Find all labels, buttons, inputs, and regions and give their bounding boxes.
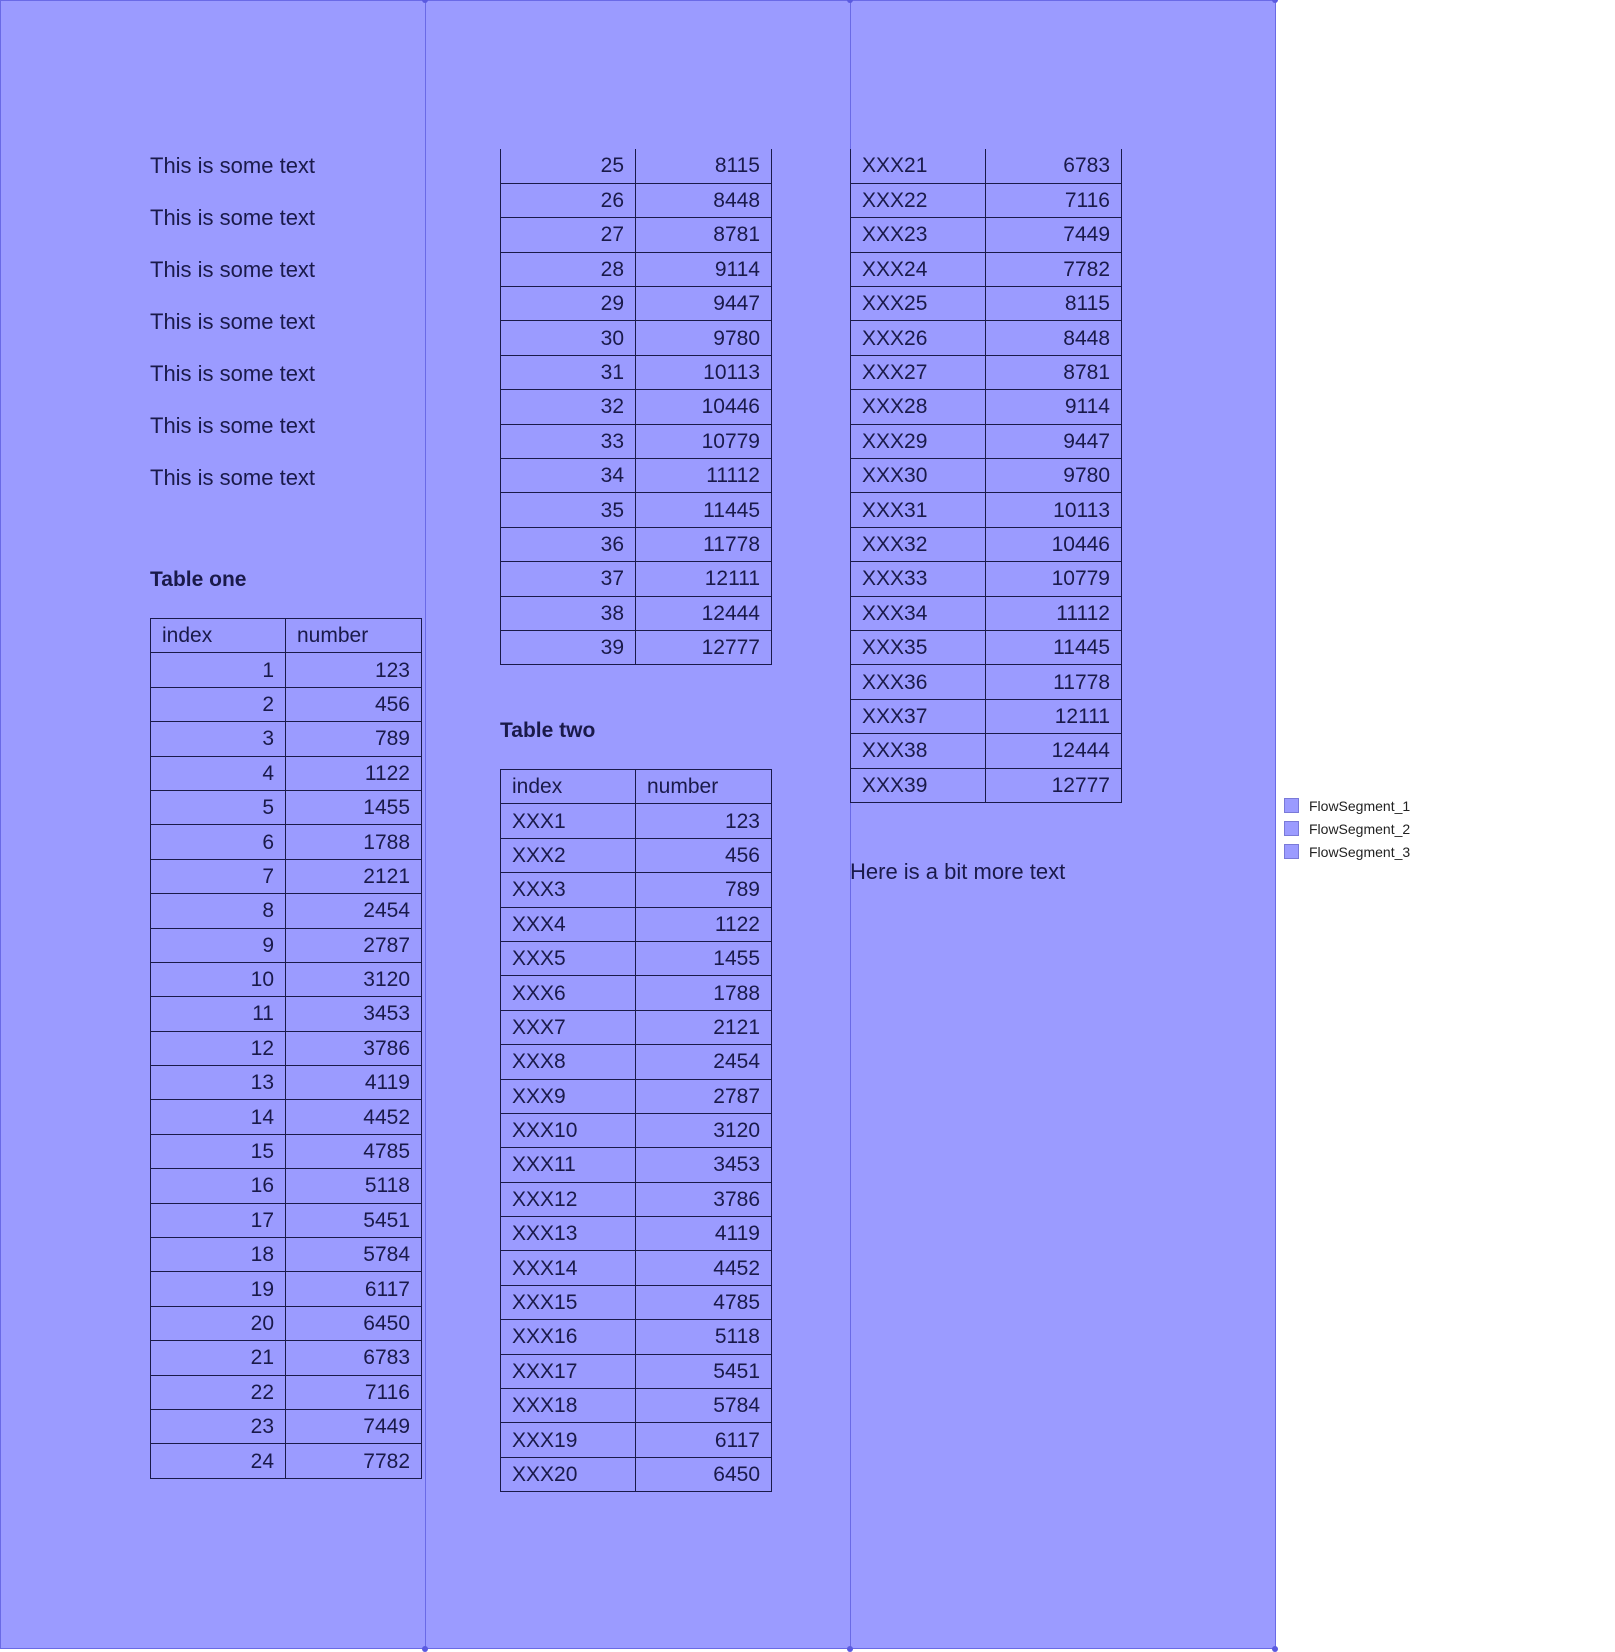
cell-index: XXX36 [851, 665, 986, 699]
cell-index: XXX6 [501, 976, 636, 1010]
cell-index: XXX37 [851, 699, 986, 733]
table-row [151, 1238, 422, 1272]
table-row [151, 825, 422, 859]
column-header-index: index [151, 619, 286, 653]
cell-number: 9780 [986, 459, 1122, 493]
table-row [851, 493, 1122, 527]
cell-index: 13 [151, 1066, 286, 1100]
cell-index: XXX27 [851, 355, 986, 389]
cell-index: 4 [151, 756, 286, 790]
cell-number: 2454 [636, 1045, 772, 1079]
table-row [501, 907, 772, 941]
cell-index: XXX20 [501, 1457, 636, 1491]
cell-index: XXX5 [501, 941, 636, 975]
cell-index: 9 [151, 928, 286, 962]
table-row [501, 493, 772, 527]
table-row [151, 1444, 422, 1478]
legend-item [1284, 817, 1410, 840]
cell-index: 6 [151, 825, 286, 859]
segment-corner-handle [1272, 0, 1278, 3]
table-row [501, 1251, 772, 1285]
cell-number: 9447 [986, 424, 1122, 458]
table-row [501, 183, 772, 217]
cell-index: XXX3 [501, 873, 636, 907]
legend-label: FlowSegment_3 [1309, 843, 1411, 860]
cell-index: 7 [151, 859, 286, 893]
cell-index: 10 [151, 962, 286, 996]
table-one-continued [500, 149, 772, 665]
table-row [501, 804, 772, 838]
cell-number: 6783 [286, 1341, 422, 1375]
table-row [501, 1320, 772, 1354]
table-header-row [151, 619, 422, 653]
cell-index: 15 [151, 1134, 286, 1168]
table-row [151, 756, 422, 790]
table-row [851, 287, 1122, 321]
table-row [851, 424, 1122, 458]
text-line: This is some text [150, 309, 316, 334]
table-row [501, 562, 772, 596]
cell-number: 10446 [986, 527, 1122, 561]
table-row [151, 1203, 422, 1237]
table-row [151, 997, 422, 1031]
cell-number: 1788 [286, 825, 422, 859]
cell-index: 30 [501, 321, 636, 355]
cell-index: XXX21 [851, 149, 986, 183]
table-row [151, 1272, 422, 1306]
table-row [501, 1182, 772, 1216]
cell-index: 31 [501, 355, 636, 389]
cell-number: 12111 [986, 699, 1122, 733]
text-line: This is some text [150, 465, 316, 490]
table-row [501, 321, 772, 355]
text-line: This is some text [150, 361, 316, 386]
table-row [501, 941, 772, 975]
cell-number: 11445 [636, 493, 772, 527]
cell-index: XXX11 [501, 1148, 636, 1182]
segment-corner-handle [847, 1646, 853, 1652]
table-row [851, 218, 1122, 252]
cell-number: 12444 [986, 734, 1122, 768]
cell-index: XXX23 [851, 218, 986, 252]
table-row [151, 1169, 422, 1203]
cell-number: 12444 [636, 596, 772, 630]
cell-number: 11778 [986, 665, 1122, 699]
cell-index: XXX8 [501, 1045, 636, 1079]
cell-number: 7449 [986, 218, 1122, 252]
cell-number: 10779 [986, 562, 1122, 596]
cell-number: 3120 [286, 962, 422, 996]
table-row [151, 928, 422, 962]
cell-number: 12777 [986, 768, 1122, 802]
cell-number: 1788 [636, 976, 772, 1010]
cell-number: 4119 [636, 1217, 772, 1251]
table-row [151, 1341, 422, 1375]
cell-index: XXX17 [501, 1354, 636, 1388]
text-line: This is some text [150, 413, 316, 438]
cell-number: 6117 [636, 1423, 772, 1457]
cell-number: 8448 [636, 183, 772, 217]
cell-number: 2121 [286, 859, 422, 893]
table-row [851, 768, 1122, 802]
table-row [851, 596, 1122, 630]
table-row [501, 873, 772, 907]
cell-number: 9447 [636, 287, 772, 321]
cell-number: 12111 [636, 562, 772, 596]
cell-index: XXX38 [851, 734, 986, 768]
cell-number: 2787 [286, 928, 422, 962]
cell-index: 20 [151, 1306, 286, 1340]
cell-index: XXX30 [851, 459, 986, 493]
table-row [851, 390, 1122, 424]
cell-number: 6450 [286, 1306, 422, 1340]
cell-index: XXX31 [851, 493, 986, 527]
segment-legend [1284, 794, 1410, 863]
table-row [151, 1375, 422, 1409]
cell-number: 10113 [636, 355, 772, 389]
cell-index: 29 [501, 287, 636, 321]
text-line: This is some text [150, 205, 316, 230]
legend-swatch [1284, 798, 1299, 813]
cell-number: 5118 [286, 1169, 422, 1203]
cell-number: 6783 [986, 149, 1122, 183]
table-row [501, 149, 772, 183]
legend-swatch [1284, 844, 1299, 859]
table-row [501, 218, 772, 252]
table-row [151, 1031, 422, 1065]
cell-index: XXX39 [851, 768, 986, 802]
table-row [151, 1100, 422, 1134]
cell-number: 9114 [636, 252, 772, 286]
table-row [501, 1389, 772, 1423]
table-row [501, 976, 772, 1010]
cell-index: 25 [501, 149, 636, 183]
cell-index: 35 [501, 493, 636, 527]
cell-number: 1455 [636, 941, 772, 975]
table-row [151, 1066, 422, 1100]
legend-label: FlowSegment_1 [1309, 797, 1411, 814]
cell-number: 7782 [986, 252, 1122, 286]
table-row [501, 1045, 772, 1079]
cell-number: 5784 [286, 1238, 422, 1272]
legend-label: FlowSegment_2 [1309, 820, 1411, 837]
cell-number: 7116 [986, 183, 1122, 217]
cell-number: 10446 [636, 390, 772, 424]
cell-index: XXX25 [851, 287, 986, 321]
table-row [851, 321, 1122, 355]
table-two-continued [850, 149, 1122, 803]
table-row [501, 252, 772, 286]
cell-number: 3453 [636, 1148, 772, 1182]
cell-number: 7782 [286, 1444, 422, 1478]
table-row [151, 1409, 422, 1443]
text-line: This is some text [150, 257, 316, 282]
cell-index: XXX14 [501, 1251, 636, 1285]
cell-index: 33 [501, 424, 636, 458]
cell-number: 2787 [636, 1079, 772, 1113]
table-row [501, 838, 772, 872]
cell-index: XXX22 [851, 183, 986, 217]
table-row [501, 1457, 772, 1491]
cell-number: 11112 [986, 596, 1122, 630]
cell-index: XXX1 [501, 804, 636, 838]
table-two-title: Table two [500, 719, 596, 742]
table-one-title: Table one [150, 568, 247, 591]
cell-number: 11445 [986, 630, 1122, 664]
table-row [151, 962, 422, 996]
cell-index: XXX16 [501, 1320, 636, 1354]
table-row [851, 459, 1122, 493]
table-row [151, 1306, 422, 1340]
cell-index: XXX34 [851, 596, 986, 630]
cell-index: 22 [151, 1375, 286, 1409]
cell-number: 789 [636, 873, 772, 907]
table-row [851, 562, 1122, 596]
cell-index: 28 [501, 252, 636, 286]
cell-index: XXX19 [501, 1423, 636, 1457]
cell-index: 23 [151, 1409, 286, 1443]
cell-index: 37 [501, 562, 636, 596]
cell-number: 3786 [286, 1031, 422, 1065]
table-row [501, 1217, 772, 1251]
cell-index: XXX35 [851, 630, 986, 664]
table-row [851, 149, 1122, 183]
table-row [151, 653, 422, 687]
cell-index: 16 [151, 1169, 286, 1203]
table-row [851, 630, 1122, 664]
cell-index: XXX28 [851, 390, 986, 424]
cell-number: 9780 [636, 321, 772, 355]
table-row [151, 722, 422, 756]
cell-number: 2121 [636, 1010, 772, 1044]
cell-index: 36 [501, 527, 636, 561]
table-row [851, 699, 1122, 733]
cell-index: XXX24 [851, 252, 986, 286]
cell-number: 3786 [636, 1182, 772, 1216]
cell-index: XXX2 [501, 838, 636, 872]
cell-number: 4452 [636, 1251, 772, 1285]
column-header-number: number [286, 619, 422, 653]
cell-number: 5451 [636, 1354, 772, 1388]
cell-number: 456 [636, 838, 772, 872]
cell-number: 1122 [286, 756, 422, 790]
table-one [150, 618, 422, 1479]
table-row [501, 424, 772, 458]
table-row [151, 894, 422, 928]
cell-index: 8 [151, 894, 286, 928]
cell-number: 8781 [636, 218, 772, 252]
cell-index: 3 [151, 722, 286, 756]
cell-number: 456 [286, 687, 422, 721]
table-row [851, 252, 1122, 286]
legend-swatch [1284, 821, 1299, 836]
cell-number: 10113 [986, 493, 1122, 527]
segment-corner-handle [422, 1646, 428, 1652]
cell-number: 7449 [286, 1409, 422, 1443]
cell-index: 21 [151, 1341, 286, 1375]
table-row [501, 1423, 772, 1457]
table-row [501, 1079, 772, 1113]
cell-index: XXX32 [851, 527, 986, 561]
table-row [501, 390, 772, 424]
cell-index: 17 [151, 1203, 286, 1237]
table-row [501, 527, 772, 561]
table-header-row [501, 770, 772, 804]
cell-number: 5451 [286, 1203, 422, 1237]
legend-item [1284, 794, 1410, 817]
cell-index: XXX18 [501, 1389, 636, 1423]
cell-index: 19 [151, 1272, 286, 1306]
cell-number: 4785 [286, 1134, 422, 1168]
cell-number: 11778 [636, 527, 772, 561]
table-row [501, 630, 772, 664]
cell-number: 5118 [636, 1320, 772, 1354]
cell-number: 12777 [636, 630, 772, 664]
cell-number: 4785 [636, 1285, 772, 1319]
cell-number: 2454 [286, 894, 422, 928]
cell-index: 12 [151, 1031, 286, 1065]
table-row [851, 665, 1122, 699]
cell-number: 10779 [636, 424, 772, 458]
cell-number: 4119 [286, 1066, 422, 1100]
column-header-number: number [636, 770, 772, 804]
text-line: This is some text [150, 153, 316, 178]
cell-number: 11112 [636, 459, 772, 493]
cell-number: 7116 [286, 1375, 422, 1409]
footer-text: Here is a bit more text [850, 859, 1066, 884]
cell-number: 123 [286, 653, 422, 687]
cell-index: XXX7 [501, 1010, 636, 1044]
cell-index: XXX10 [501, 1113, 636, 1147]
cell-index: 11 [151, 997, 286, 1031]
cell-number: 4452 [286, 1100, 422, 1134]
table-row [151, 859, 422, 893]
cell-index: XXX29 [851, 424, 986, 458]
cell-number: 8448 [986, 321, 1122, 355]
table-two [500, 769, 772, 1492]
table-row [851, 183, 1122, 217]
cell-index: XXX26 [851, 321, 986, 355]
cell-index: 32 [501, 390, 636, 424]
cell-index: 38 [501, 596, 636, 630]
cell-index: 27 [501, 218, 636, 252]
table-row [501, 459, 772, 493]
cell-index: 18 [151, 1238, 286, 1272]
table-row [501, 596, 772, 630]
cell-index: 5 [151, 790, 286, 824]
cell-number: 8781 [986, 355, 1122, 389]
cell-index: 34 [501, 459, 636, 493]
table-row [151, 790, 422, 824]
cell-number: 8115 [636, 149, 772, 183]
cell-number: 123 [636, 804, 772, 838]
cell-number: 1122 [636, 907, 772, 941]
table-row [501, 1285, 772, 1319]
cell-index: 2 [151, 687, 286, 721]
table-row [851, 527, 1122, 561]
cell-number: 6450 [636, 1457, 772, 1491]
cell-index: XXX13 [501, 1217, 636, 1251]
table-row [501, 1010, 772, 1044]
table-row [501, 1148, 772, 1182]
table-row [501, 1113, 772, 1147]
cell-index: 26 [501, 183, 636, 217]
legend-item [1284, 840, 1410, 863]
table-row [501, 1354, 772, 1388]
cell-number: 8115 [986, 287, 1122, 321]
table-row [501, 355, 772, 389]
cell-index: 24 [151, 1444, 286, 1478]
cell-number: 5784 [636, 1389, 772, 1423]
cell-index: XXX12 [501, 1182, 636, 1216]
table-row [501, 287, 772, 321]
segment-corner-handle [1272, 1646, 1278, 1652]
cell-index: 14 [151, 1100, 286, 1134]
cell-index: 1 [151, 653, 286, 687]
cell-number: 9114 [986, 390, 1122, 424]
cell-index: XXX33 [851, 562, 986, 596]
cell-index: XXX4 [501, 907, 636, 941]
cell-number: 3120 [636, 1113, 772, 1147]
table-row [151, 687, 422, 721]
column-header-index: index [501, 770, 636, 804]
cell-number: 3453 [286, 997, 422, 1031]
table-row [851, 355, 1122, 389]
cell-index: 39 [501, 630, 636, 664]
cell-index: XXX9 [501, 1079, 636, 1113]
table-row [851, 734, 1122, 768]
cell-index: XXX15 [501, 1285, 636, 1319]
cell-number: 1455 [286, 790, 422, 824]
cell-number: 6117 [286, 1272, 422, 1306]
table-row [151, 1134, 422, 1168]
cell-number: 789 [286, 722, 422, 756]
